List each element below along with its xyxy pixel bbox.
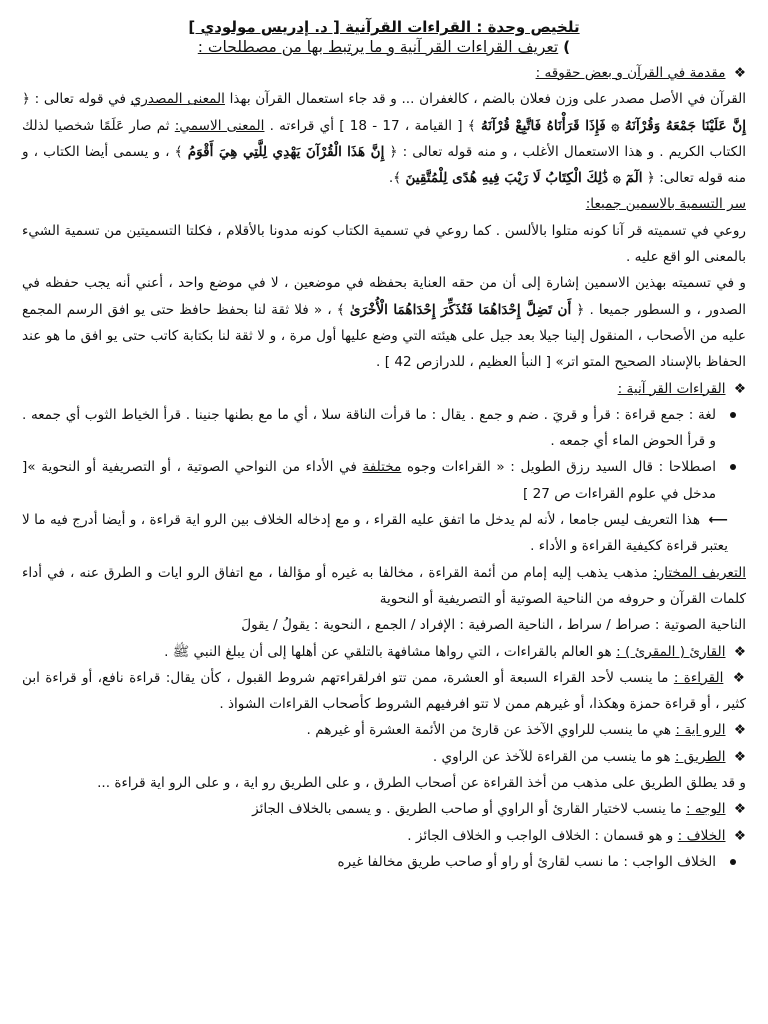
diamond-bullet-icon: ❖ [733, 65, 746, 81]
naming-heading-text: سر التسمية بالاسمين جميعا: [585, 196, 746, 213]
term-text: و هو قسمان : الخلاف الواجب و الخلاف الجائز . [407, 827, 674, 844]
list-item [22, 454, 716, 507]
subtitle-paren: ) [563, 38, 571, 56]
lugha-label: لغة : [688, 406, 716, 423]
term-label: القراءة : [673, 669, 724, 686]
diamond-bullet-icon: ❖ [732, 669, 746, 686]
terms-block [22, 639, 746, 770]
khilaf-list [22, 849, 746, 875]
intro-text-1-end: في قوله [78, 91, 126, 108]
intro-text-4: ﴾ ، و يسمى أيضا الكتاب ، و منه قوله تعالى: ﴿ [22, 143, 746, 187]
istilahan-text: قال السيد رزق الطويل : « القراءات وجوه [406, 459, 654, 476]
term-item [22, 639, 746, 665]
chosen-definition [22, 560, 746, 613]
term-label: الرو اية : [675, 722, 726, 739]
examples-line: الناحية الصوتية : صراط / سراط ، الناحية الصرفية : الإفراد / الجمع ، النحوية : يقولُ / يقولَ [241, 617, 746, 634]
intro-text-4-end: ﴾. [388, 170, 402, 187]
bullet-dot-icon [730, 464, 736, 470]
diamond-bullet-icon: ❖ [733, 827, 746, 844]
diamond-bullet-icon: ❖ [733, 722, 746, 739]
istilahan-label: اصطلاحا : [658, 459, 716, 476]
term-mukhtalifa: مختلفة [362, 459, 402, 476]
readings-heading-text: القراءات القر آنية : [617, 380, 726, 397]
intro-heading-text: مقدمة في القرآن و بعض حقوقه : [535, 65, 726, 81]
intro-text-1: القرآن في الأصل مصدر على وزن فعلان بالضم ، كالغفران ... و قد جاء استعمال القرآن بهذا [229, 91, 747, 108]
intro-paragraph [22, 86, 746, 191]
verse-baqarah: الٓمٓ ۞ ذَٰلِكَ الْكِتَابُ لَا رَيْبَ فِيهِ هُدًى لِلْمُتَّقِينَ [405, 170, 643, 187]
lugha-text: جمع قراءة : قرأ و قريَ . ضم و جمع . يقال : ما قرأت الناقة سلا ، أي ما مع بطنها جنينا . قرأ الخياط الثوب أي جمعه . و قرأ الحوض الماء أي جمعه . [22, 406, 716, 450]
naming-text-2-end: ﴾ ، « فلا ثقة لنا بحفظ حافظ حتى يو افق الرسم المجمع عليه من الأصحاب ، المنقول إلينا جيلا بعد جيل على هيئته التي وضع عليها أول مرة ، و لا ثقة لنا بكتابة كاتب حتى يو افق ما هو عند الحفاظ بالإسناد الصحيح المتو اتر» [ النبأ العظيم ، للدرازص 42 ] . [22, 301, 746, 371]
document-title: تلخيص وحدة : القراءات القرآنية [ د. إدريس مولودي ] [188, 18, 580, 36]
intro-text-2: تعالى : ﴿ [22, 91, 74, 108]
term-text: ما ينسب لأحد القراء السبعة أو العشرة، ممن تتو افرلقراءتهم شروط القبول ، كأن يقال: قراءة نافع، أو قراءة ابن كثير ، أو قراءة حمزة وهكذا، أو غيرهم ممن لا تتو افرفيهم الشروط كأصحاب القراءات الشواذ . [22, 669, 746, 713]
diamond-bullet-icon: ❖ [733, 801, 746, 818]
list-item [22, 402, 716, 455]
naming-text-2: و في تسميته بهذين الاسمين إشارة إلى أن من حقه العناية بحفظه في موضعين ، لا في موضع واحد ، أعني أنه يجب حفظه في الصدور ، و السطور جميعا . ﴿ [22, 275, 746, 318]
term-item [22, 823, 746, 849]
naming-heading [22, 191, 746, 217]
term-item [22, 744, 746, 770]
istilahan-text-end: في الأداء من النواحي الصوتية ، أو التصريفية أو النحوية »[ مدخل في علوم القراءات ص 27 ] [22, 459, 716, 502]
term-item [22, 665, 746, 718]
term-label: القارئ ( المقرئ ) : [616, 643, 726, 660]
subtitle-text: تعريف القراءات القر آنية و ما يرتبط بها من مصطلحات : [197, 38, 559, 56]
naming-paragraph-2 [22, 270, 746, 375]
chosen-definition-text: مذهب يذهب إليه إمام من أئمة القراءة ، مخالفا به غيره أو مؤالفا ، مع اتفاق الرو ايات و الطرق عنه ، في أداء كلمات القرآن و حروفه من الناحية الصوتية أو التصريفية أو النحوية [22, 564, 746, 607]
verse-isra: الْقُرْآنَ يَهْدِي لِلَّتِي هِيَ أَقْوَمُ [187, 143, 342, 160]
verse-isra-start: إِنَّ هَذَا [347, 143, 385, 160]
tarik-note: و قد يطلق الطريق على مذهب من أخذ القراءة عن أصحاب الطرق ، و على الطريق رو اية ، و على الرو اية قراءة ... [97, 775, 746, 792]
definition-note-text: هذا التعريف ليس جامعا ، لأنه لم يدخل ما اتفق عليه القراء ، و مع إدخاله الخلاف بين الرو اية قراءة ، و أيضا أدرج فيه ما لا يعتبر قراءة ككيفية القراءة و الأداء . [22, 512, 728, 555]
intro-heading [22, 60, 746, 86]
term-text: هو ما ينسب من القراءة للآخذ عن الراوي . [432, 748, 671, 765]
term-label: الطريق : [674, 748, 726, 765]
intro-text-2-end: ﴾ [ القيامة ، 17 - 18 ] أي قراءته . [269, 117, 476, 134]
readings-list [22, 402, 746, 507]
definition-note [22, 507, 746, 560]
khilaf-wajib-text: الخلاف الواجب : ما نسب لقارئ أو راو أو صاحب طريق مخالفا غيره [337, 853, 716, 870]
verse-baqarah-282: أَن تَضِلَّ إِحْدَاهُمَا فَتُذَكِّرَ إِحْدَاهُمَا الْأُخْرَىٰ [349, 301, 572, 318]
term-text: هو العالم بالقراءات ، التي رواها مشافهة بالتلقي عن أهلها إلى أن يبلغ النبي ﷺ . [164, 643, 612, 660]
bullet-dot-icon [730, 859, 736, 865]
term-text: هي ما ينسب للراوي الآخذ عن قارئ من الأئمة العشرة أو غيرهم . [306, 722, 672, 739]
arrow-left-icon: ⟵ [708, 512, 728, 529]
term-text: ما ينسب لاختيار القارئ أو الراوي أو صاحب الطريق . و يسمى بالخلاف الجائز [252, 801, 682, 818]
intro-text-3: ثم صار عَلَمًا شخصيا لذلك الكتاب الكريم . و هذا الاستعمال الأغلب ، و منه قوله تعالى : ﴿ [22, 117, 747, 160]
section-subtitle [22, 38, 746, 56]
term-item [22, 717, 746, 743]
diamond-bullet-icon: ❖ [733, 380, 746, 397]
term-ismi: المعنى الاسمي: [174, 117, 265, 134]
verse-qiyamah: إِنَّ عَلَيْنَا جَمْعَهُ وَقُرْآنَهُ ۞ فَإِذَا قَرَأْنَاهُ فَاتَّبِعْ قُرْآنَهُ [480, 117, 746, 134]
naming-paragraph-1: روعي في تسميته قر آنا كونه متلوا بالألسن . كما روعي في تسمية الكتاب كونه مدونا بالأقلام ، فكلتا التسميتين من تسمية الشيء بالمعنى الو اقع عليه . [22, 222, 746, 266]
bullet-dot-icon [730, 412, 736, 418]
term-label: الوجه : [685, 801, 726, 818]
list-item [22, 849, 716, 875]
terms-block-2 [22, 796, 746, 849]
diamond-bullet-icon: ❖ [733, 643, 746, 660]
readings-heading [22, 376, 746, 402]
diamond-bullet-icon: ❖ [733, 748, 746, 765]
chosen-definition-term: التعريف المختار: [653, 564, 746, 581]
term-label: الخلاف : [677, 827, 726, 844]
term-item [22, 796, 746, 822]
term-masdari: المعنى المصدري [130, 91, 225, 108]
